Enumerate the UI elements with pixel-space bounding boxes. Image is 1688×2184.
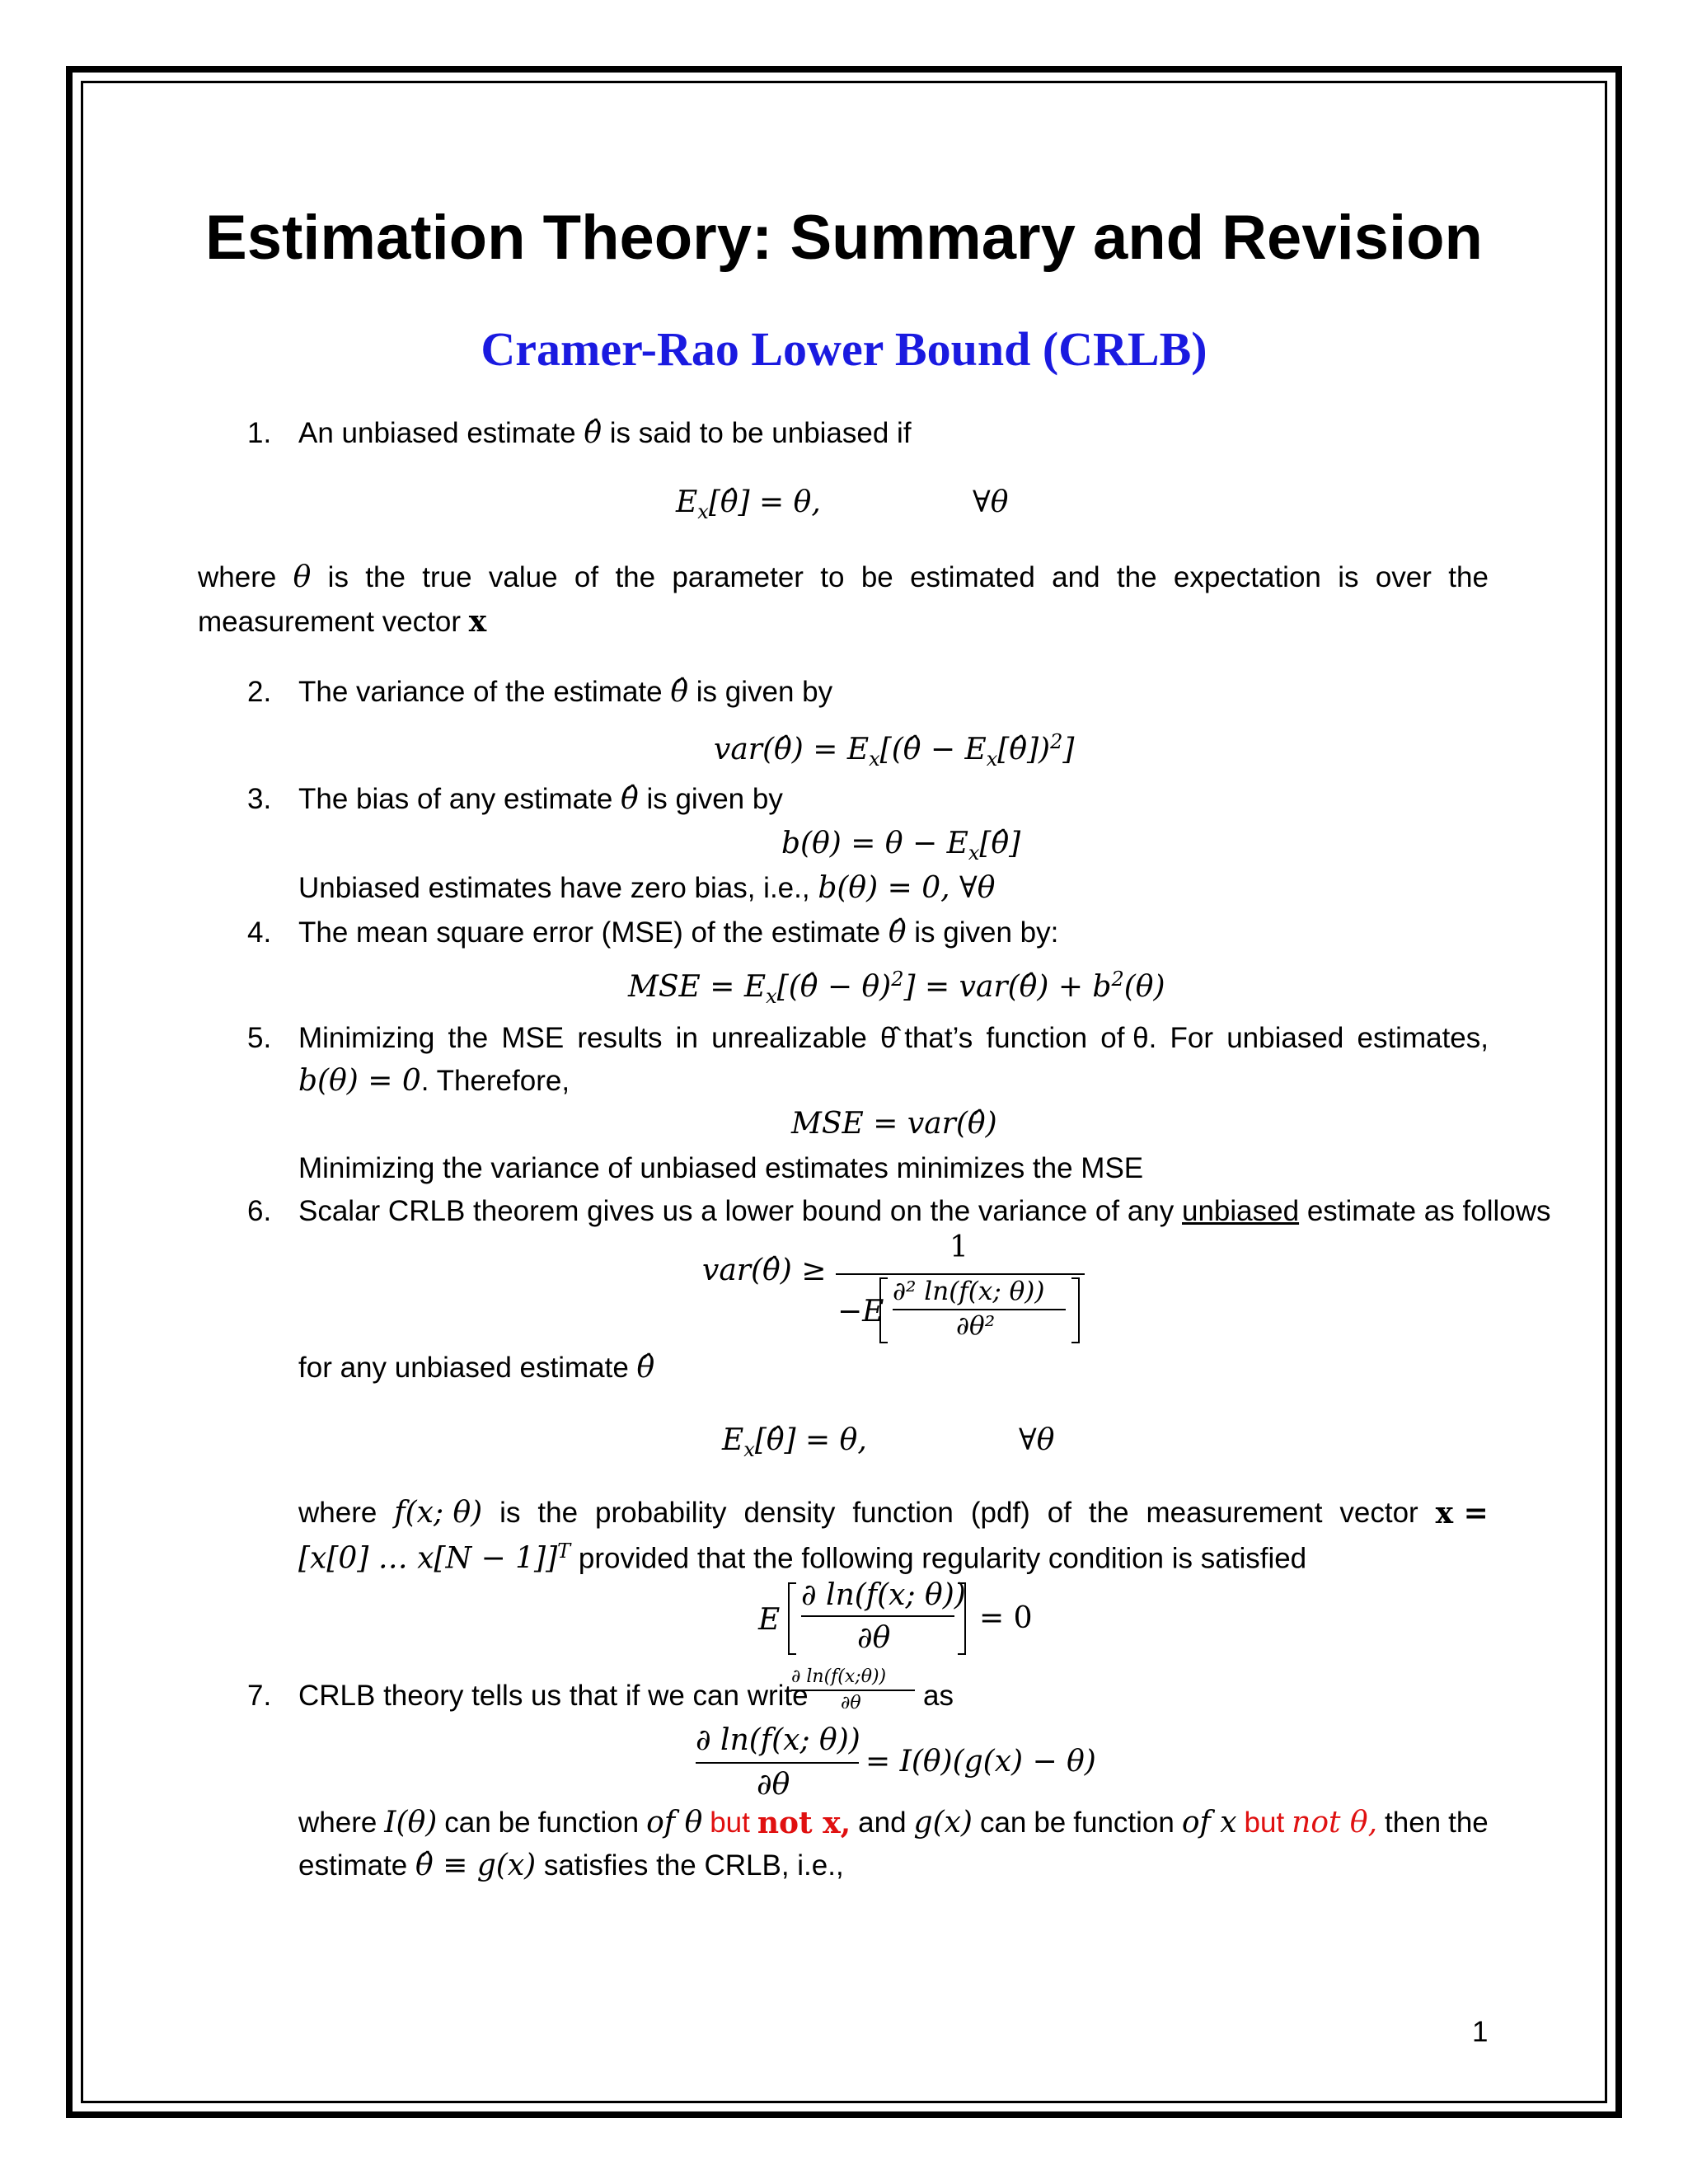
item-1-where-line-2: measurement vector x xyxy=(198,604,487,639)
item-6-regularity-prefix: E xyxy=(758,1603,781,1637)
item-3-number: 3. xyxy=(247,783,272,815)
item-6-inner-numerator: ∂² ln(f(x; θ)) xyxy=(893,1277,1045,1306)
item-7-rhs: = I(θ)(g(x) − θ) xyxy=(865,1745,1096,1779)
page-title: Estimation Theory: Summary and Revision xyxy=(205,203,1483,273)
item-6-fraction-bar xyxy=(836,1273,1085,1275)
item-7-text-a: CRLB theory tells us that if we can write xyxy=(298,1680,809,1712)
item-4-text: The mean square error (MSE) of the estimate θ̂ is given by: xyxy=(298,916,1059,949)
item-6-reg-denominator: ∂θ xyxy=(857,1621,891,1655)
item-5-note: Minimizing the variance of unbiased estimates minimizes the MSE xyxy=(298,1152,1144,1184)
item-6-where-line-2: [x[0] … x[N − 1]]$^T$ provided that the following regularity condition is satisfied xyxy=(298,1540,1307,1576)
item-6-forall: ∀θ xyxy=(1019,1423,1055,1457)
item-7-inline-denominator: ∂θ xyxy=(841,1693,861,1713)
item-6-lhs: var(θ̂) ≥ xyxy=(702,1254,827,1287)
item-1-text: An unbiased estimate θ̂ is said to be unbiased if xyxy=(298,416,912,450)
item-3-note: Unbiased estimates have zero bias, i.e., b(θ) = 0, ∀θ xyxy=(298,871,996,905)
item-7-where-line-1: where I(θ) can be function of θ but not x, and g(x) can be function of x but not θ, then the xyxy=(298,1806,1489,1840)
item-6-reg-left-bracket xyxy=(788,1582,796,1655)
item-2-number: 2. xyxy=(247,676,272,708)
item-7-text-b: as xyxy=(923,1680,954,1712)
item-2-equation: var(θ̂) = $E_x[(\thetâ$ − $E_x[\thetâ])^2$] xyxy=(714,730,1075,771)
item-7-number: 7. xyxy=(247,1680,272,1712)
item-7-inline-bar xyxy=(791,1690,915,1691)
item-3-equation: $b(\theta) = \theta - E_x[\thetâ]$ xyxy=(781,827,1021,865)
item-2-text: The variance of the estimate θ̂ is given by xyxy=(298,675,833,709)
item-6-reg-rhs: = 0 xyxy=(979,1601,1033,1635)
item-6-for-any: for any unbiased estimate θ̂ xyxy=(298,1351,655,1385)
item-1-equation: $E_x[\thetâ] = \theta$, xyxy=(676,485,821,524)
item-6-text: Scalar CRLB theorem gives us a lower bound on the variance of any unbiased estimate as follows xyxy=(298,1195,1551,1227)
item-3-text: The bias of any estimate θ̂ is given by xyxy=(298,782,783,816)
item-6-inner-bar xyxy=(893,1309,1066,1310)
item-6-where-line-1: where f(x; θ) is the probability density function (pdf) of the measurement vector x = xyxy=(298,1496,1489,1530)
item-4-number: 4. xyxy=(247,916,272,949)
item-7-where-line-2: estimate θ̂ ≡ g(x) satisfies the CRLB, i.e., xyxy=(298,1849,844,1882)
item-7-denominator: ∂θ xyxy=(757,1768,790,1802)
item-5-equation: MSE = var(θ̂) xyxy=(791,1107,997,1141)
item-6-left-bracket xyxy=(879,1277,888,1343)
item-6-inner-denominator: ∂θ² xyxy=(956,1311,996,1341)
item-6-reg-bar xyxy=(801,1615,954,1617)
page-number: 1 xyxy=(1472,2016,1489,2048)
item-6-den-prefix: −E xyxy=(837,1295,884,1329)
item-1-forall: ∀θ xyxy=(973,485,1009,519)
item-6-right-bracket xyxy=(1071,1277,1080,1343)
item-6-reg-numerator: ∂ ln(f(x; θ)) xyxy=(801,1578,966,1612)
item-6-equation: $E_x[\thetâ] = \theta$, xyxy=(722,1423,867,1462)
item-1-where-line-1: where θ is the true value of the parameter to be estimated and the expectation is over the xyxy=(198,560,1489,594)
item-5-number: 5. xyxy=(247,1022,272,1054)
item-4-equation: MSE = $E_x[(\thetâ - \theta)^2]$ = var(θ̂) + $b^2(\theta)$ xyxy=(628,968,1165,1009)
section-subtitle: Cramer-Rao Lower Bound (CRLB) xyxy=(481,322,1207,376)
item-7-fraction-bar xyxy=(696,1762,859,1764)
item-7-inline-numerator: ∂ ln(f(x;θ)) xyxy=(791,1666,887,1687)
item-6-number: 6. xyxy=(247,1195,272,1227)
item-7-numerator: ∂ ln(f(x; θ)) xyxy=(696,1723,860,1757)
item-1-number: 1. xyxy=(247,417,272,449)
item-5-line-1: Minimizing the MSE results in unrealizable θ̂ that’s function of θ. For unbiased estimates, xyxy=(298,1022,1489,1054)
item-6-numerator: 1 xyxy=(950,1230,968,1264)
item-5-line-2: b(θ) = 0. Therefore, xyxy=(298,1064,570,1098)
